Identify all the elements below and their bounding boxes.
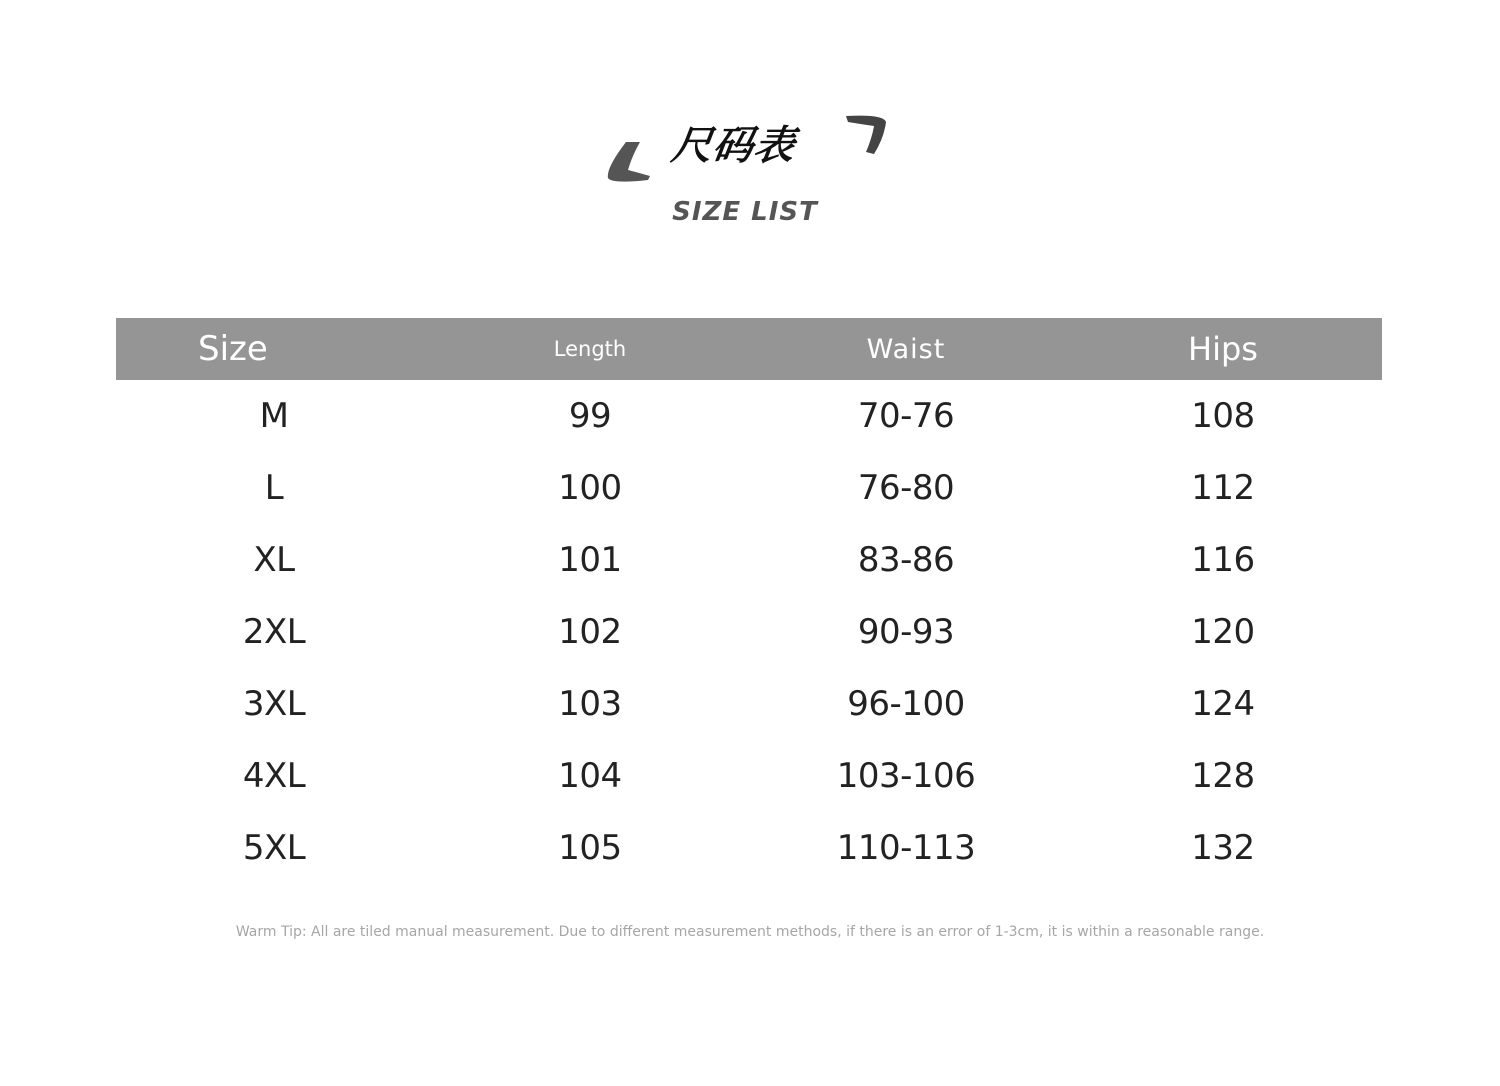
cell-hips: 120 [1191,612,1255,652]
cell-length: 102 [558,612,622,652]
cell-size: XL [253,540,295,580]
cell-waist: 76-80 [857,468,955,508]
cell-size: L [264,468,284,508]
column-header-size: Size [116,318,432,380]
cell-length: 100 [558,468,622,508]
size-table [116,318,1382,884]
cell-length: 104 [558,756,622,796]
table-row [116,524,1382,596]
cell-size: M [259,396,289,436]
column-header-length: Length [432,318,748,380]
cell-size: 3XL [242,684,306,724]
right-bracket-icon [846,116,886,154]
cell-length: 101 [558,540,622,580]
cell-waist: 90-93 [857,612,955,652]
cell-length: 103 [558,684,622,724]
cell-waist: 110-113 [836,828,976,868]
cell-length: 99 [568,396,612,436]
cell-size: 2XL [242,612,306,652]
cell-waist: 96-100 [847,684,965,724]
measurement-tip: Warm Tip: All are tiled manual measurement. Due to different measurement methods, if there is an error of 1-3cm, it is within a reasonable range. [235,924,1265,940]
page-subtitle: SIZE LIST [672,197,818,227]
table-header-row [116,318,1382,380]
size-chart-header [0,0,1500,260]
cell-hips: 124 [1191,684,1255,724]
table-row [116,812,1382,884]
cell-hips: 128 [1191,756,1255,796]
cell-waist: 83-86 [857,540,955,580]
table-row [116,380,1382,452]
column-header-hips: Hips [1064,318,1382,380]
table-row [116,452,1382,524]
cell-hips: 108 [1191,396,1255,436]
cell-size: 4XL [242,756,306,796]
cell-waist: 70-76 [857,396,955,436]
cell-length: 105 [558,828,622,868]
cell-hips: 112 [1191,468,1255,508]
page-title-chinese: 尺码表 [668,123,799,169]
cell-size: 5XL [242,828,306,868]
table-row [116,596,1382,668]
column-header-waist: Waist [748,318,1064,380]
cell-waist: 103-106 [836,756,976,796]
cell-hips: 116 [1191,540,1255,580]
table-row [116,668,1382,740]
table-row [116,740,1382,812]
cell-hips: 132 [1191,828,1255,868]
left-bracket-icon [608,142,650,182]
